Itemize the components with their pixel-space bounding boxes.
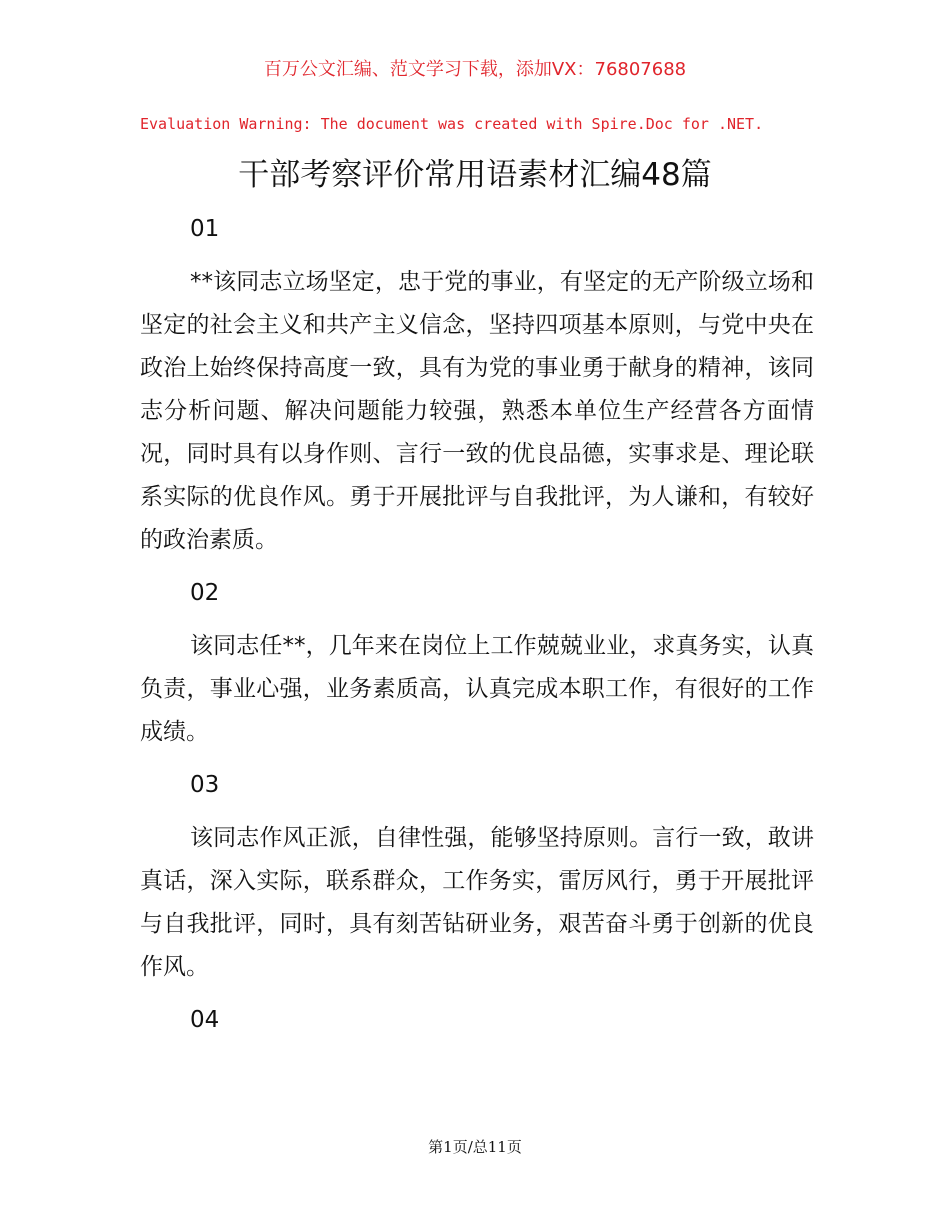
evaluation-warning: Evaluation Warning: The document was created with Spire.Doc for .NET. [140, 115, 764, 133]
section-number: 04 [190, 1007, 220, 1033]
document-body [140, 208, 814, 1042]
page-footer: 第1页/总11页 [428, 1138, 522, 1156]
section-number: 02 [190, 580, 220, 606]
document-title: 干部考察评价常用语素材汇编48篇 [238, 157, 712, 193]
section-number: 01 [190, 216, 220, 242]
section-paragraph: **该同志立场坚定，忠于党的事业，有坚定的无产阶级立场和坚定的社会主义和共产主义信念，坚持四项基本原则，与党中央在政治上始终保持高度一致，具有为党的事业勇于献身的精神，该同志分析问题、解决问题能力较强，熟悉本单位生产经营各方面情况，同时具有以身作则、言行一致的优良品德，实事求是、理论联系实际的优良作风。勇于开展批评与自我批评，为人谦和，有较好的政治素质。 [140, 269, 814, 553]
promo-banner: 百万公文汇编、范文学习下载，添加VX：76807688 [263, 59, 687, 80]
section-number: 03 [190, 772, 220, 798]
section-paragraph: 该同志作风正派，自律性强，能够坚持原则。言行一致，敢讲真话，深入实际，联系群众，工作务实，雷厉风行，勇于开展批评与自我批评，同时，具有刻苦钻研业务，艰苦奋斗勇于创新的优良作风。 [140, 825, 814, 980]
section-paragraph: 该同志任**，几年来在岗位上工作兢兢业业，求真务实，认真负责，事业心强，业务素质高，认真完成本职工作，有很好的工作成绩。 [140, 633, 814, 745]
